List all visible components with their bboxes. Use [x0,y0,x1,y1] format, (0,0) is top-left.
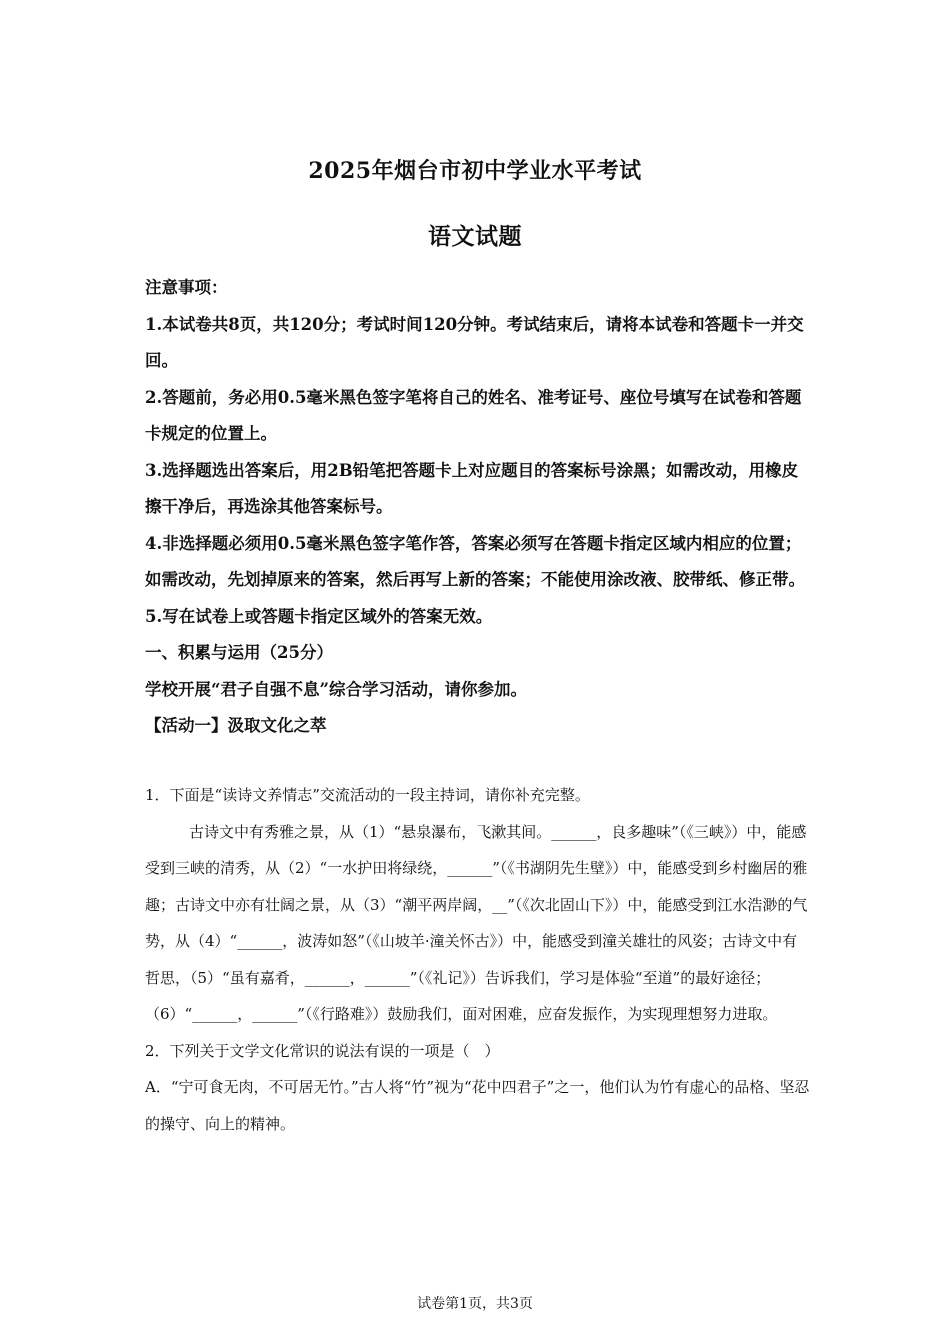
activity-heading: 【活动一】汲取文化之萃 [145,716,327,735]
section-intro: 学校开展“君子自强不息”综合学习活动，请你参加。 [145,679,527,699]
note-item-4: 4.非选择题必须用0.5毫米黑色签字笔作答，答案必须写在答题卡指定区域内相应的位置；如需改动，先划掉原来的答案，然后再写上新的答案；不能使用涂改液、胶带纸、修正带。 [145,533,805,589]
notes-heading: 注意事项： [145,278,228,297]
note-item-2: 2.答题前，务必用0.5毫米黑色签字笔将自己的姓名、准考证号、座位号填写在试卷和答题卡规定的位置上。 [145,387,802,443]
question-section [145,777,810,1142]
page-footer: 试卷第1页，共3页 [417,1296,533,1312]
note-item-5: 5.写在试卷上或答题卡指定区域外的答案无效。 [145,606,493,626]
section-heading: 一、积累与运用（25分） [145,643,333,662]
question-2-stem: 2．下列关于文学文化常识的说法有误的一项是（ ） [145,1041,500,1060]
exam-title: 2025年烟台市初中学业水平考试 [308,158,642,184]
question-1-passage: 古诗文中有秀雅之景，从（1）“悬泉瀑布，飞漱其间。______，良多趣味”（《三峡》）中，能感受到三峡的清秀，从（2）“一水护田将绿绕，______”（《书湖阴先生壁》）中，能感受到乡村幽居的雅趣；古诗文中亦有壮阔之景，从（3）“潮平两岸阔，__”（《次北固山下》）中，能感受到江水浩渺的气势，从（4）“______，波涛如怒”（《山坡羊·潼关怀古》）中，能感受到潼关雄壮的风姿；古诗文中有哲思，（5）“虽有嘉肴，______，______”（《礼记》）告诉我们，学习是体验“至道”的最好途径；（6）“______，______”（《行路难》）鼓励我们，面对困难，应奋发振作，为实现理想努力进取。 [145,822,808,1023]
note-item-1: 1.本试卷共8页，共120分；考试时间120分钟。考试结束后，请将本试卷和答题卡一并交回。 [145,314,804,370]
question-1-stem: 1．下面是“读诗文养情志”交流活动的一段主持词，请你补充完整。 [145,786,590,804]
note-item-3: 3.选择题选出答案后，用2B铅笔把答题卡上对应题目的答案标号涂黑；如需改动，用橡皮擦干净后，再选涂其他答案标号。 [145,460,799,516]
question-2-option-a: A．“宁可食无肉，不可居无竹。”古人将“竹”视为“花中四君子”之一，他们认为竹有虚心的品格、坚忍的操守、向上的精神。 [145,1078,810,1133]
notes-section [145,270,810,745]
exam-subtitle: 语文试题 [428,223,522,250]
